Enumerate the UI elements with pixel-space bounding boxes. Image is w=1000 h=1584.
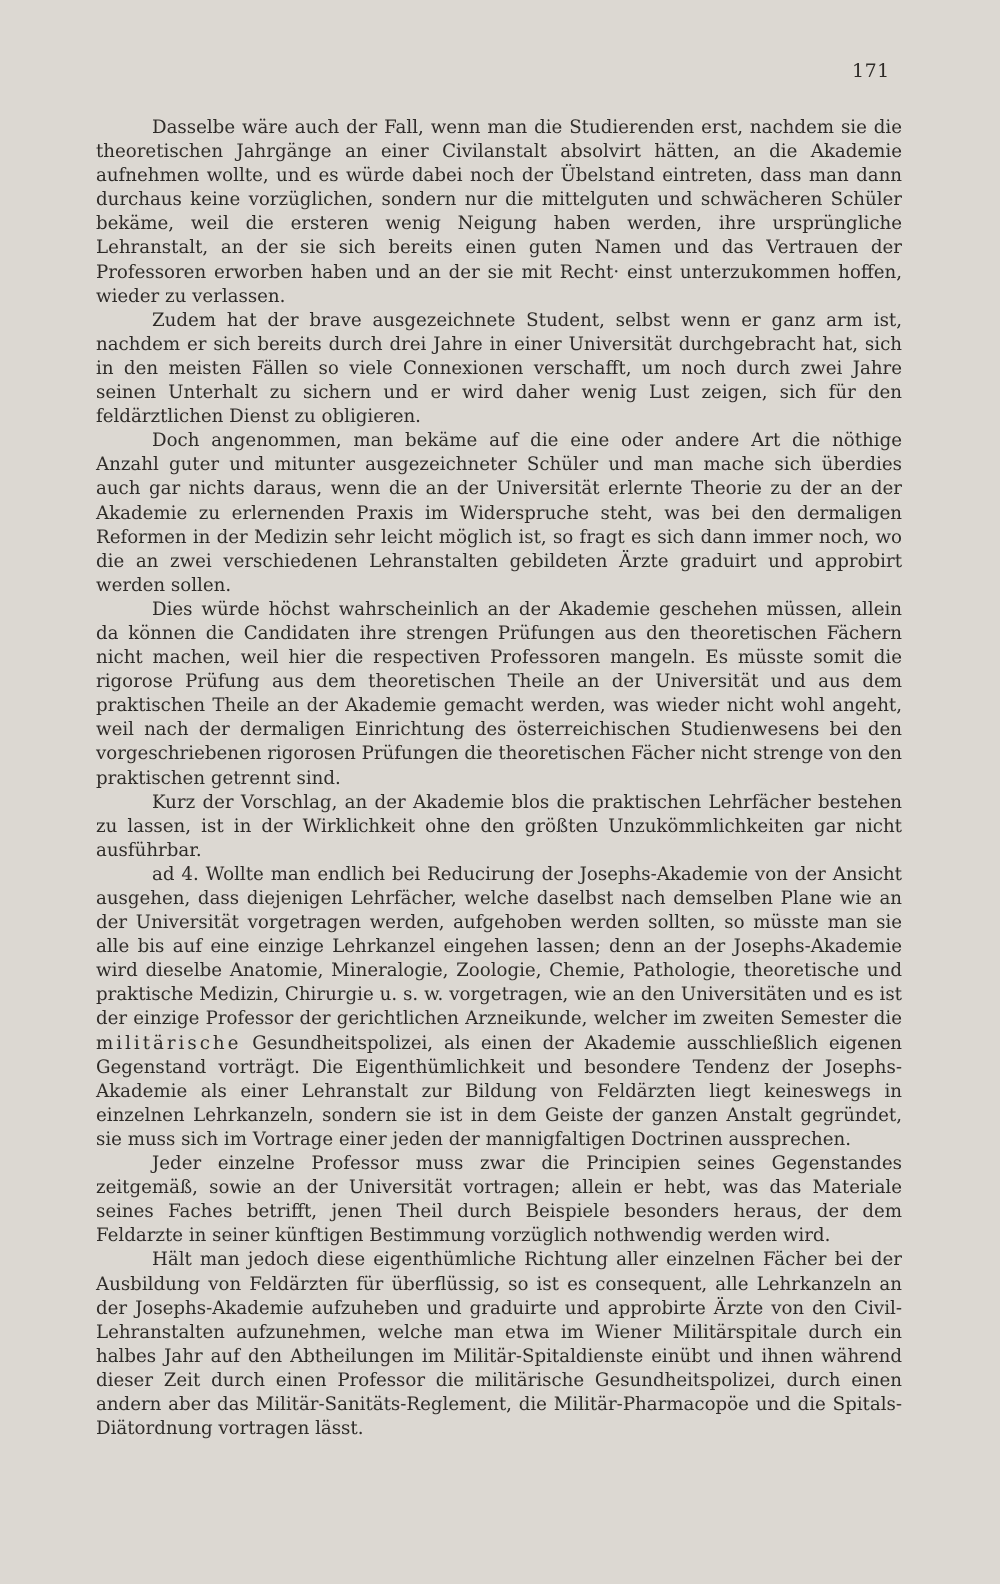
paragraph: Dies würde höchst wahrscheinlich an der Akademie geschehen müssen, allein da können die Candidaten ihre strengen Prüfungen aus den theoretischen Fächern nicht machen, weil hier die respectiven Professoren mangeln. Es müsste somit die rigorose Prüfung aus dem theoretischen Theile an der Universität und aus dem praktischen Theile an der Akademie gemacht werden, was wieder nicht wohl angeht, weil nach der dermaligen Einrichtung des österreichischen Studienwesens bei den vorgeschriebenen rigorosen Prüfungen die theoretischen Fächer nicht strenge von den praktischen getrennt sind.	[96, 598, 902, 789]
paragraph: Kurz der Vorschlag, an der Akademie blos die praktischen Lehrfächer bestehen zu lassen, ist in der Wirklichkeit ohne den größten Unzukömmlichkeiten gar nicht ausführbar.	[96, 791, 902, 861]
paragraph-ad-4	[96, 863, 902, 1152]
emphasized-word: militärische	[96, 1032, 242, 1054]
paragraph-text: Gesundheitspolizei, als einen der Akademie ausschließlich eigenen Gegenstand vorträgt. Die Eigenthümlichkeit und besondere Tendenz der Josephs-Akademie als einer Lehranstalt zur Bildung von Feldärzten liegt keineswegs in einzelnen Lehrkanzeln, sondern sie ist in dem Geiste der ganzen Anstalt gegründet, sie muss sich im Vortrage einer jeden der mannigfaltigen Doctrinen aussprechen.	[96, 1032, 902, 1150]
paragraph: Dasselbe wäre auch der Fall, wenn man die Studierenden erst, nachdem sie die theoretischen Jahrgänge an einer Civilanstalt absolvirt hätten, an die Akademie aufnehmen wollte, und es würde dabei noch der Übelstand eintreten, dass man dann durchaus keine vorzüglichen, sondern nur die mittelguten und schwächeren Schüler bekäme, weil die ersteren wenig Neigung haben werden, ihre ursprüngliche Lehranstalt, an der sie sich bereits einen guten Namen und das Vertrauen der Professoren erworben haben und an der sie mit Recht· einst unterzukommen hoffen, wieder zu verlassen.	[96, 117, 902, 307]
page-number: 171	[852, 60, 890, 82]
paragraph: Zudem hat der brave ausgezeichnete Student, selbst wenn er ganz arm ist, nachdem er sich bereits durch drei Jahre in einer Universität durchgebracht hat, sich in den meisten Fällen so viele Connexionen verschafft, um noch durch zwei Jahre seinen Unterhalt zu sichern und er wird daher wenig Lust zeigen, sich für den feldärztlichen Dienst zu obligieren.	[96, 309, 902, 428]
paragraph: Jeder einzelne Professor muss zwar die Principien seines Gegenstandes zeitgemäß, sowie an der Universität vortragen; allein er hebt, was das Materiale seines Faches betrifft, jenen Theil durch Beispiele besonders heraus, der dem Feldarzte in seiner künftigen Bestimmung vorzüglich nothwendig werden wird.	[96, 1153, 902, 1247]
paragraph: Hält man jedoch diese eigenthümliche Richtung aller einzelnen Fächer bei der Ausbildung von Feldärzten für überflüssig, so ist es consequent, alle Lehrkanzeln an der Josephs-Akademie aufzuheben und graduirte und approbirte Ärzte von den Civil-Lehranstalten aufzunehmen, welche man etwa im Wiener Militärspitale durch ein halbes Jahr auf den Abtheilungen im Militär-Spitaldienste einübt und ihnen während dieser Zeit durch einen Professor die militärische Gesundheitspolizei, durch einen andern aber das Militär-Sanitäts-Reglement, die Militär-Pharmacopöe und die Spitals-Diätordnung vortragen lässt.	[96, 1249, 902, 1440]
body-text	[96, 116, 902, 1441]
paragraph-text: ad 4. Wollte man endlich bei Reducirung der Josephs-Akademie von der Ansicht ausgehen, dass diejenigen Lehrfächer, welche daselbst nach demselben Plane wie an der Universität vorgetragen werden, aufgehoben werden sollten, so müsste man sie alle bis auf eine einzige Lehrkanzel eingehen lassen; denn an der Josephs-Akademie wird dieselbe Anatomie, Mineralogie, Zoologie, Chemie, Pathologie, theoretische und praktische Medizin, Chirurgie u. s. w. vorgetragen, wie an den Universitäten und es ist der einzige Professor der gerichtlichen Arzneikunde, welcher im zweiten Semester die	[96, 863, 902, 1030]
paragraph: Doch angenommen, man bekäme auf die eine oder andere Art die nöthige Anzahl guter und mitunter ausgezeichneter Schüler und man mache sich überdies auch gar nichts daraus, wenn die an der Universität erlernte Theorie zu der an der Akademie zu erlernenden Praxis im Widerspruche steht, was bei den dermaligen Reformen in der Medizin sehr leicht möglich ist, so fragt es sich dann immer noch, wo die an zwei verschiedenen Lehranstalten gebildeten Ärzte graduirt und approbirt werden sollen.	[96, 430, 902, 596]
